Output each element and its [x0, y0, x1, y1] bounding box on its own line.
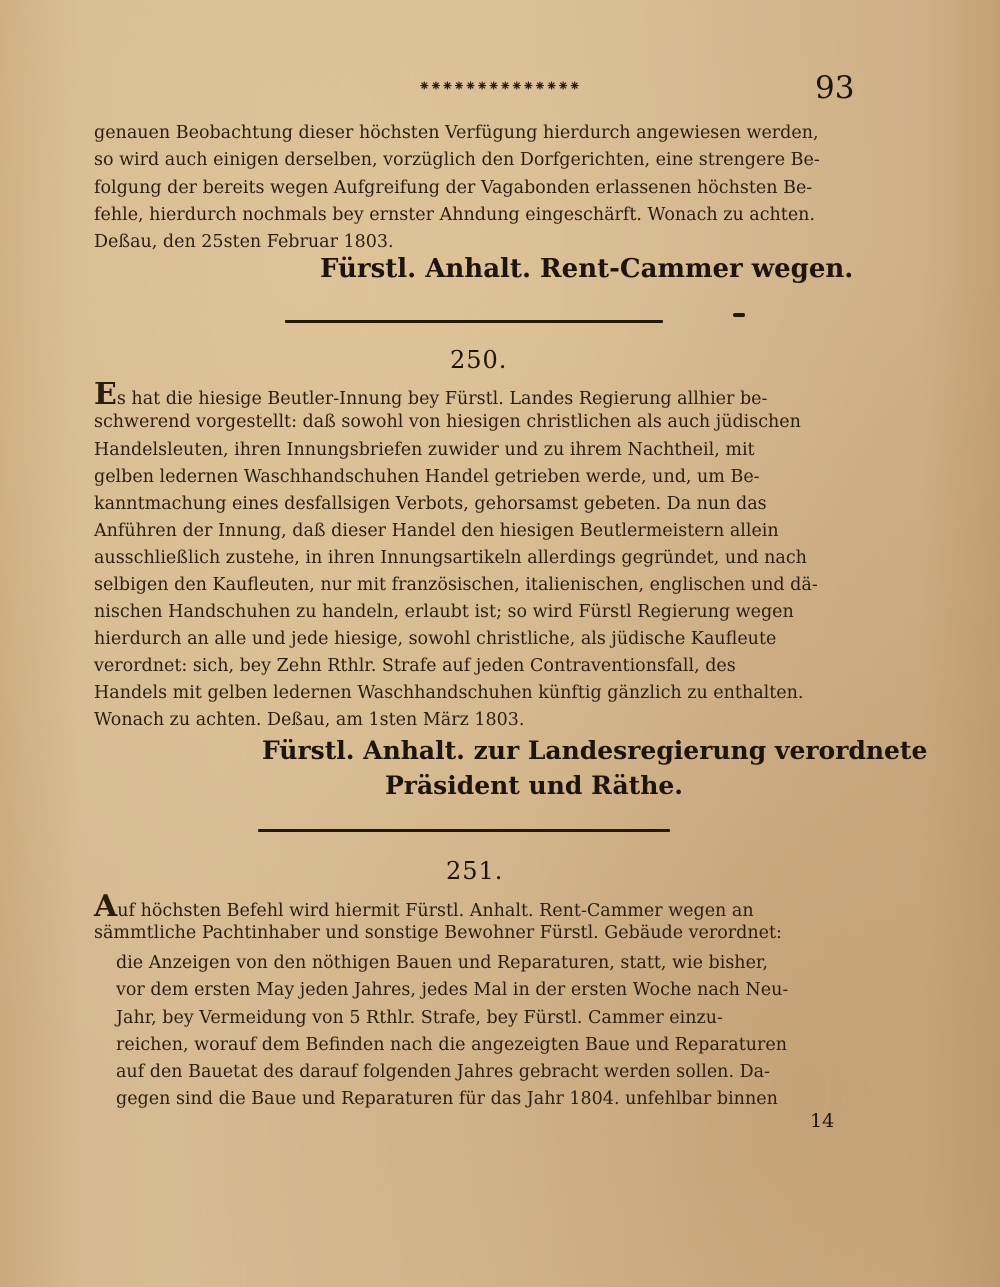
text-line: schwerend vorgestellt: daß sowohl von hiesigen christlichen als auch jüdischen	[94, 412, 801, 432]
text-line: sämmtliche Pachtinhaber und sonstige Bewohner Fürstl. Gebäude verordnet:	[94, 923, 782, 943]
text-line: fehle, hierdurch nochmals bey ernster Ahndung eingeschärft. Wonach zu achten.	[94, 205, 816, 225]
drop-cap: A	[94, 889, 118, 924]
text-line: Handels mit gelben ledernen Waschhandschuhen künftig gänzlich zu enthalten.	[94, 683, 804, 703]
text-line: selbigen den Kaufleuten, nur mit französischen, italienischen, englischen und dä-	[94, 575, 818, 595]
section-number: 251.	[446, 857, 504, 885]
header-ornament: ⁕⁕⁕⁕⁕⁕⁕⁕⁕⁕⁕⁕⁕⁕	[418, 77, 580, 95]
catchword: 14	[810, 1110, 835, 1132]
section-divider	[258, 829, 670, 832]
text-line: auf den Bauetat des darauf folgenden Jahres gebracht werden sollen. Da-	[116, 1062, 770, 1082]
text-line: ausschließlich zustehe, in ihren Innungsartikeln allerdings gegründet, und nach	[94, 548, 807, 568]
signature: Fürstl. Anhalt. zur Landesregierung verordnete	[262, 736, 928, 765]
text-line	[94, 377, 838, 412]
text-line: genauen Beobachtung dieser höchsten Verfügung hierdurch angewiesen werden,	[94, 123, 819, 143]
text-line: Handelsleuten, ihren Innungsbriefen zuwider und zu ihrem Nachtheil, mit	[94, 440, 755, 460]
text-line: gelben ledernen Waschhandschuhen Handel getrieben werde, und, um Be-	[94, 467, 760, 487]
page-number: 93	[815, 70, 855, 106]
text-line: Jahr, bey Vermeidung von 5 Rthlr. Strafe, bey Fürstl. Cammer einzu-	[116, 1008, 723, 1028]
text-line: hierdurch an alle und jede hiesige, sowohl christliche, als jüdische Kaufleute	[94, 629, 777, 649]
text-line: gegen sind die Baue und Reparaturen für das Jahr 1804. unfehlbar binnen	[116, 1089, 778, 1109]
section-divider	[285, 320, 663, 323]
text-line	[94, 889, 838, 924]
signature: Präsident und Räthe.	[385, 771, 683, 800]
text-line-body: s hat die hiesige Beutler-Innung bey Fürstl. Landes Regierung allhier be-	[116, 389, 768, 409]
signature: Fürstl. Anhalt. Rent-Cammer wegen.	[320, 254, 854, 284]
divider-mark	[733, 313, 745, 317]
text-line-body: uf höchsten Befehl wird hiermit Fürstl. Anhalt. Rent-Cammer wegen an	[117, 901, 754, 921]
text-line: reichen, worauf dem Befinden nach die angezeigten Baue und Reparaturen	[116, 1035, 788, 1055]
text-line: nischen Handschuhen zu handeln, erlaubt ist; so wird Fürstl Regierung wegen	[94, 602, 794, 622]
text-line: Wonach zu achten. Deßau, am 1sten März 1803.	[94, 710, 525, 730]
text-line: verordnet: sich, bey Zehn Rthlr. Strafe auf jeden Contraventionsfall, des	[94, 656, 736, 676]
drop-cap: E	[94, 377, 117, 412]
text-line: folgung der bereits wegen Aufgreifung der Vagabonden erlassenen höchsten Be-	[94, 178, 813, 198]
text-line: vor dem ersten May jeden Jahres, jedes Mal in der ersten Woche nach Neu-	[116, 980, 789, 1000]
text-line: kanntmachung eines desfallsigen Verbots, gehorsamst gebeten. Da nun das	[94, 494, 767, 514]
section-number: 250.	[450, 346, 508, 374]
text-line: Deßau, den 25sten Februar 1803.	[94, 232, 394, 252]
text-line: Anführen der Innung, daß dieser Handel den hiesigen Beutlermeistern allein	[94, 521, 779, 541]
text-line: so wird auch einigen derselben, vorzüglich den Dorfgerichten, eine strengere Be-	[94, 150, 820, 170]
text-line: die Anzeigen von den nöthigen Bauen und Reparaturen, statt, wie bisher,	[116, 953, 768, 973]
